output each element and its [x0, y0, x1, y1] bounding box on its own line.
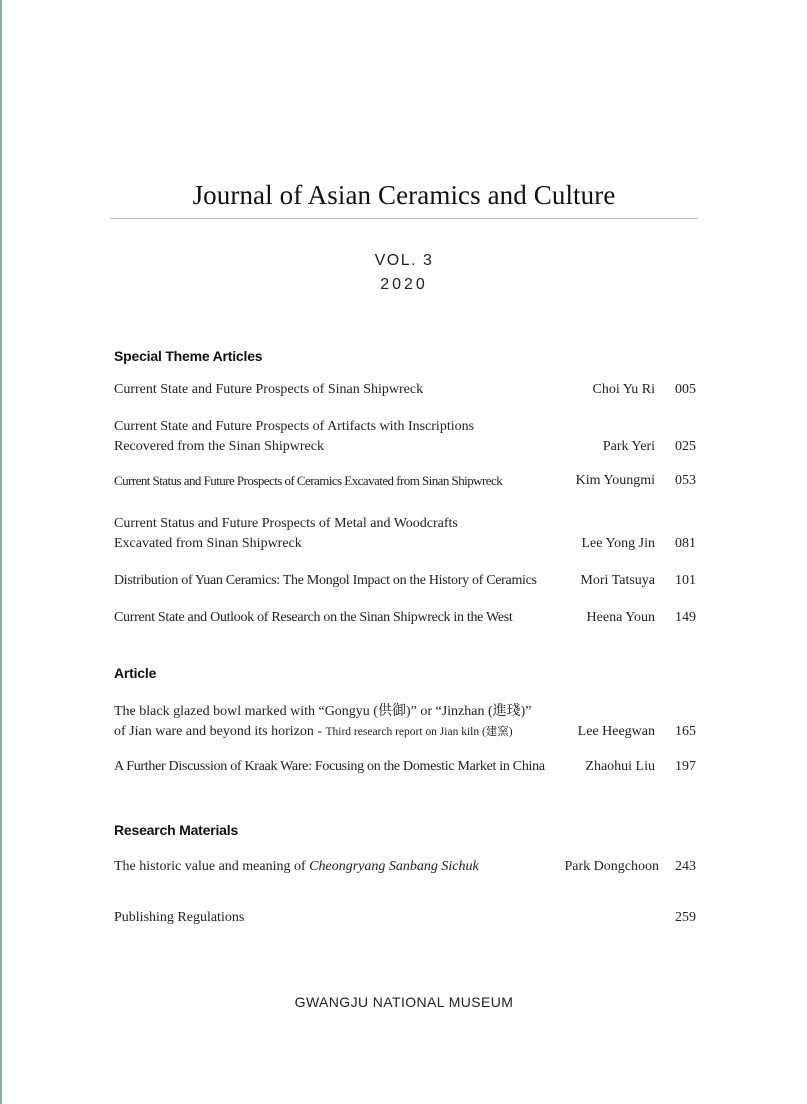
entry-author: Lee Yong Jin	[581, 536, 655, 551]
entry-page: 053	[675, 473, 696, 488]
entry-title-line1: Current State and Future Prospects of Artifacts with Inscriptions	[114, 419, 475, 434]
entry-title-line2: Recovered from the Sinan Shipwreck	[114, 439, 324, 454]
toc-entry	[114, 857, 696, 877]
entry-author: Lee Heegwan	[577, 724, 655, 739]
entry-title-line1: The black glazed bowl marked with “Gongyu (供御)” or “Jinzhan (進琖)”	[114, 704, 532, 719]
entry-page: 165	[675, 724, 696, 739]
entry-subtitle: Third research report on Jian kiln (建窯)	[325, 726, 513, 738]
page-edge-stripe	[0, 0, 2, 1104]
entry-author: Zhaohui Liu	[585, 759, 655, 774]
entry-title-line1: Current Status and Future Prospects of Metal and Woodcrafts	[114, 516, 458, 531]
entry-title: Distribution of Yuan Ceramics: The Mongol Impact on the History of Ceramics	[114, 573, 537, 588]
entry-page: 005	[675, 382, 696, 397]
toc-entry	[114, 471, 696, 491]
entry-page: 101	[675, 573, 696, 588]
entry-author: Mori Tatsuya	[580, 573, 655, 588]
entry-author: Heena Youn	[586, 610, 655, 625]
toc-entry	[114, 571, 696, 591]
entry-title: The historic value and meaning of	[114, 859, 310, 874]
section-heading-special-theme: Special Theme Articles	[114, 348, 263, 364]
toc-entry	[114, 757, 696, 777]
toc-entry	[114, 608, 696, 628]
entry-author: Choi Yu Ri	[592, 382, 655, 397]
entry-page: 081	[675, 536, 696, 551]
entry-page: 259	[675, 910, 696, 925]
entry-title: Current State and Outlook of Research on the Sinan Shipwreck in the West	[114, 610, 513, 625]
toc-entry	[114, 417, 696, 457]
entry-title: Current State and Future Prospects of Sinan Shipwreck	[114, 382, 424, 397]
section-heading-research-materials: Research Materials	[114, 822, 239, 838]
volume-number: VOL. 3	[374, 252, 434, 269]
entry-page: 149	[675, 610, 696, 625]
entry-page: 025	[675, 439, 696, 454]
entry-title: Publishing Regulations	[114, 910, 245, 925]
entry-page: 197	[675, 759, 696, 774]
toc-entry	[114, 702, 696, 742]
section-heading-article: Article	[114, 665, 157, 681]
publication-year: 2020	[380, 276, 428, 293]
entry-author: Kim Youngmi	[575, 473, 655, 488]
title-divider	[110, 218, 698, 219]
entry-author: Park Yeri	[602, 439, 655, 454]
entry-title-line2: of Jian ware and beyond its horizon -	[114, 724, 326, 739]
entry-title-italic: Cheongryang Sanbang Sichuk	[309, 859, 479, 874]
entry-page: 243	[675, 859, 696, 874]
entry-author: Park Dongchoon	[564, 859, 659, 874]
publisher-name: GWANGJU NATIONAL MUSEUM	[294, 994, 514, 1010]
toc-entry-publishing-regulations	[114, 908, 696, 928]
entry-title-line2: Excavated from Sinan Shipwreck	[114, 536, 302, 551]
entry-title: A Further Discussion of Kraak Ware: Focusing on the Domestic Market in China	[114, 759, 545, 774]
toc-entry	[114, 380, 696, 400]
entry-title: Current Status and Future Prospects of Ceramics Excavated from Sinan Shipwreck	[114, 473, 503, 488]
journal-title: Journal of Asian Ceramics and Culture	[192, 180, 616, 210]
toc-entry	[114, 514, 696, 554]
